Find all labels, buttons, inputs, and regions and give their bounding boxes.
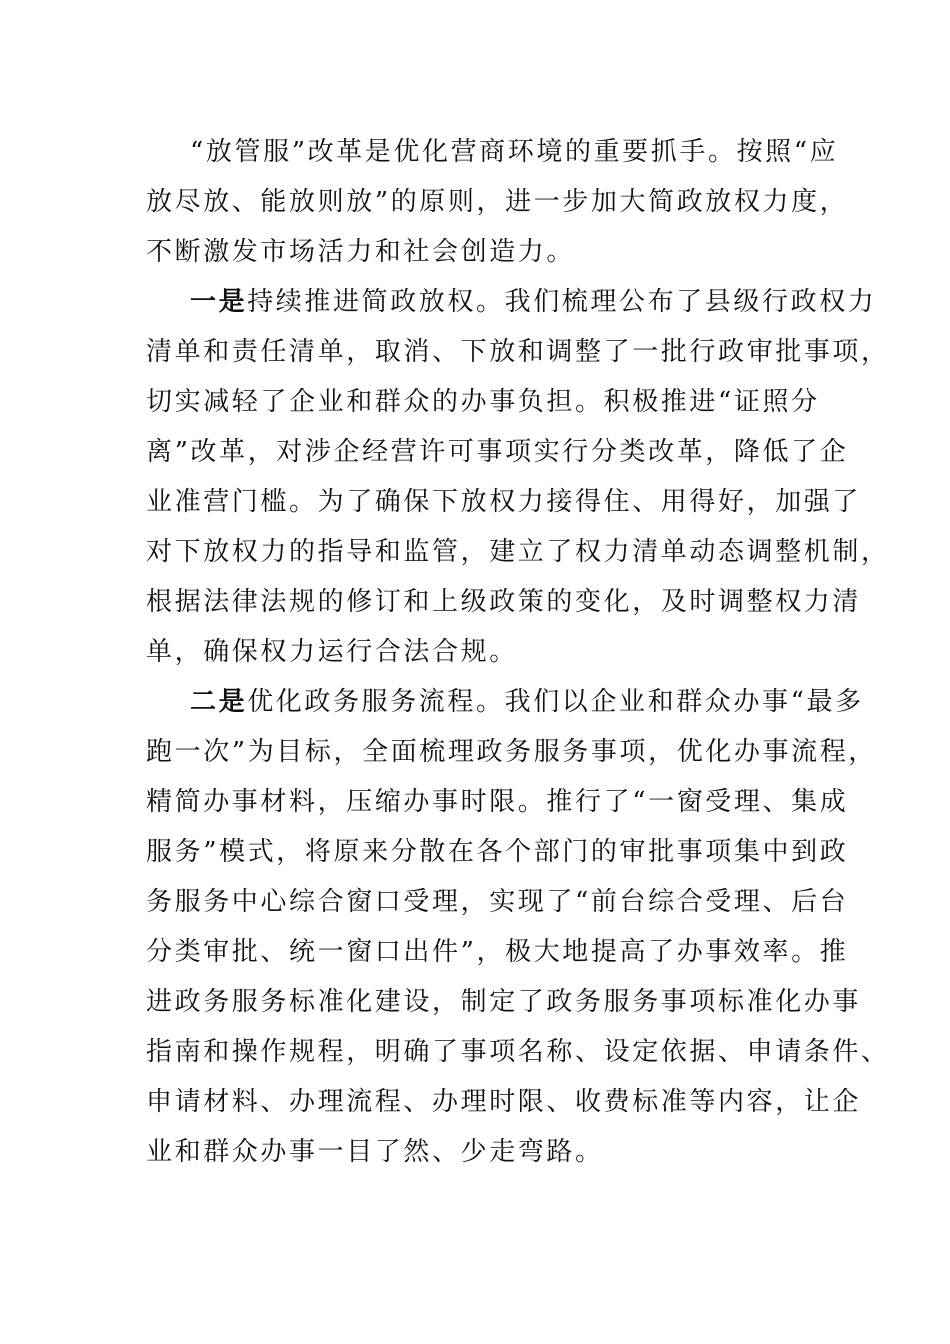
- paragraph-3-line-2: 跑一次”为目标，全面梳理政务服务事项，优化办事流程，: [146, 737, 877, 767]
- paragraph-3-line-1: [190, 677, 864, 727]
- paragraph-3-line-8: 指南和操作规程，明确了事项名称、设定依据、申请条件、: [146, 1037, 890, 1067]
- paragraph-2-line-5: 业准营门槛。为了确保下放权力接得住、用得好，加强了: [146, 487, 862, 517]
- paragraph-1-line-1: “放管服”改革是优化营商环境的重要抓手。按照“应: [190, 137, 839, 167]
- paragraph-3-line-1-text: 优化政务服务流程。我们以企业和群众办事“最多: [247, 687, 864, 717]
- paragraph-2-line-2: 清单和责任清单，取消、下放和调整了一批行政审批事项，: [146, 337, 890, 367]
- paragraph-2-line-3: 切实减轻了企业和群众的办事负担。积极推进“证照分: [146, 387, 820, 417]
- paragraph-2-line-1-text: 持续推进简政放权。我们梳理公布了县级行政权力: [247, 287, 877, 317]
- paragraph-2-line-8: 单，确保权力运行合法合规。: [146, 637, 518, 667]
- paragraph-2-lead: 一是: [190, 287, 248, 317]
- paragraph-2-line-1: [190, 277, 876, 327]
- paragraph-3-line-5: 务服务中心综合窗口受理，实现了“前台综合受理、后台: [146, 887, 849, 917]
- paragraph-3-lead: 二是: [190, 687, 248, 717]
- paragraph-1-line-3: 不断激发市场活力和社会创造力。: [146, 237, 576, 267]
- paragraph-3-line-7: 进政务服务标准化建设，制定了政务服务事项标准化办事: [146, 987, 862, 1017]
- paragraph-3-line-3: 精简办事材料，压缩办事时限。推行了“一窗受理、集成: [146, 787, 849, 817]
- paragraph-3-line-10: 业和群众办事一目了然、少走弯路。: [146, 1137, 604, 1167]
- paragraph-2-line-4: 离”改革，对涉企经营许可事项实行分类改革，降低了企: [146, 437, 849, 467]
- paragraph-3-line-4: 服务”模式，将原来分散在各个部门的审批事项集中到政: [146, 837, 849, 867]
- paragraph-3-line-6: 分类审批、统一窗口出件”，极大地提高了办事效率。推: [146, 937, 849, 967]
- paragraph-1-line-2: 放尽放、能放则放”的原则，进一步加大简政放权力度，: [146, 187, 849, 217]
- paragraph-3-line-9: 申请材料、办理流程、办理时限、收费标准等内容，让企: [146, 1087, 862, 1117]
- paragraph-2-line-6: 对下放权力的指导和监管，建立了权力清单动态调整机制，: [146, 537, 890, 567]
- paragraph-2-line-7: 根据法律法规的修订和上级政策的变化，及时调整权力清: [146, 587, 862, 617]
